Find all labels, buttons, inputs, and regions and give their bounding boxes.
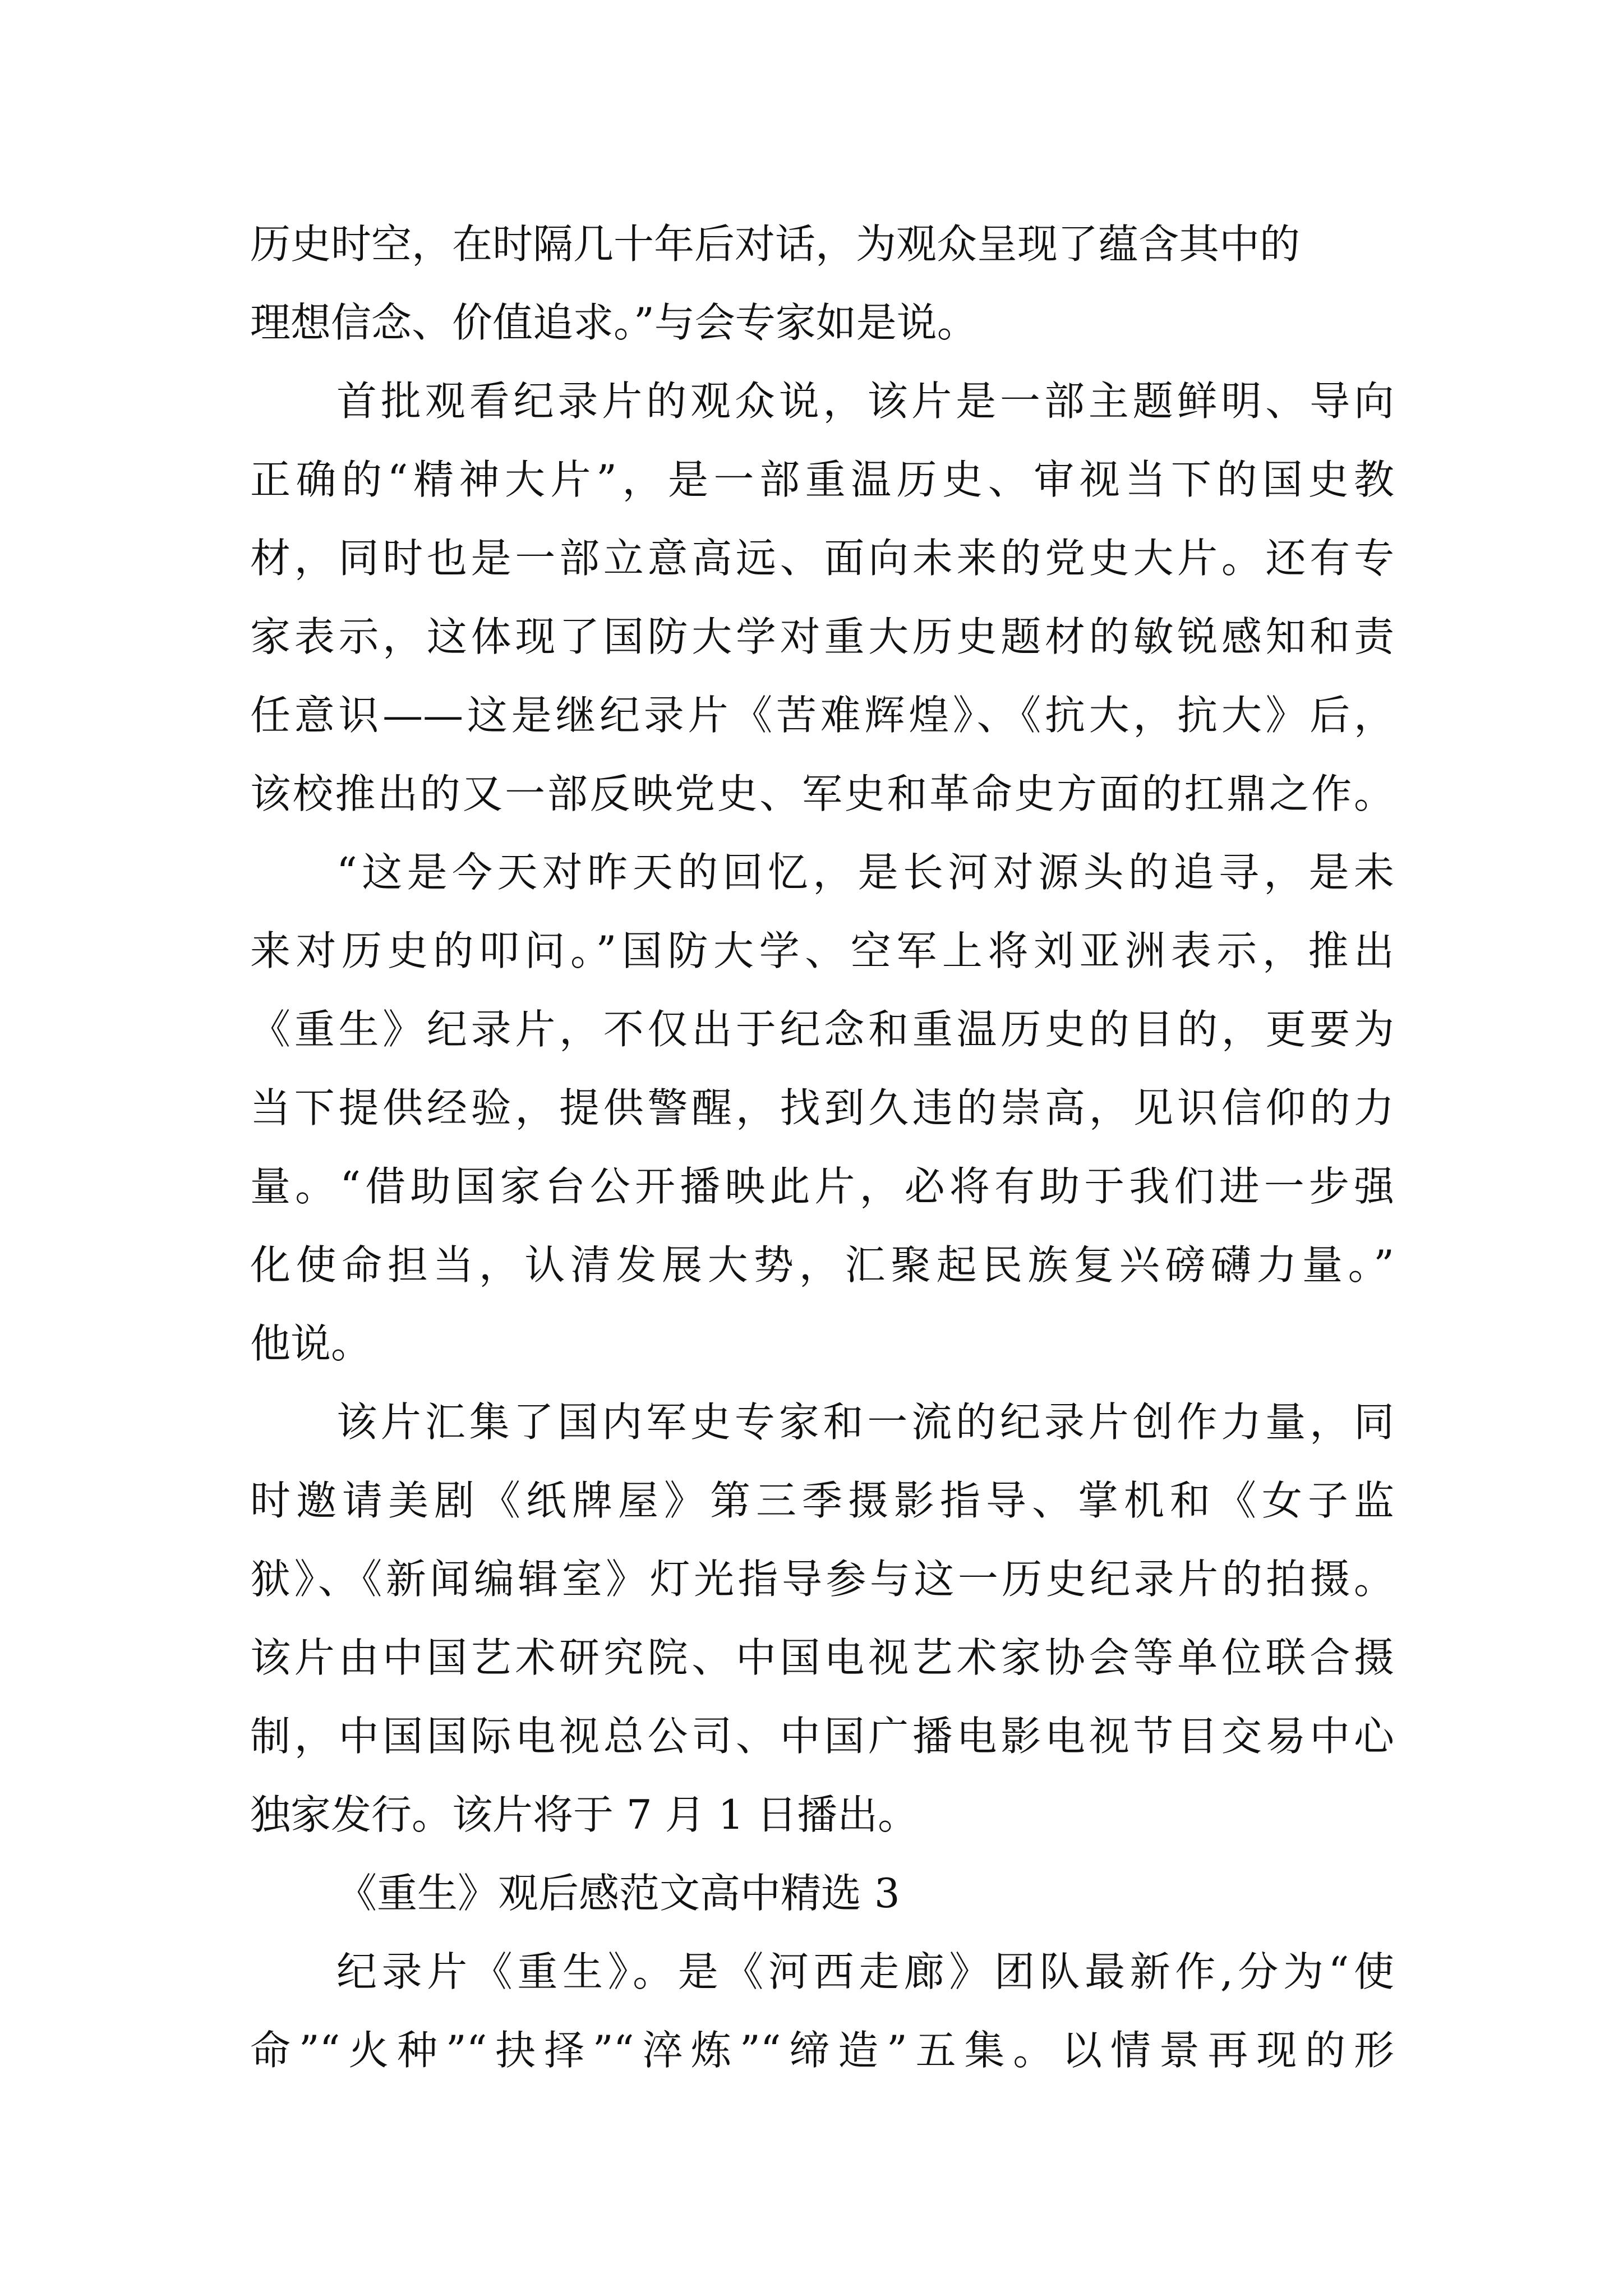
text-line: 正确的“精神大片”，是一部重温历史、审视当下的国史教 (250, 456, 1394, 503)
text-line: 量。“借助国家台公开播映此片，必将有助于我们进一步强 (250, 1163, 1394, 1210)
text-line: 当下提供经验，提供警醒，找到久违的崇高，见识信仰的力 (250, 1084, 1394, 1131)
text-line: 理想信念、价值追求。”与会专家如是说。 (250, 299, 978, 346)
text-line: 狱》、《新闻编辑室》灯光指导参与这一历史纪录片的拍摄。 (250, 1556, 1394, 1603)
text-line: 来对历史的叩问。”国防大学、空军上将刘亚洲表示，推出 (250, 927, 1394, 974)
text-line: 时邀请美剧《纸牌屋》第三季摄影指导、掌机和《女子监 (250, 1477, 1394, 1524)
paragraph-start-line: 首批观看纪录片的观众说，该片是一部主题鲜明、导向 (336, 378, 1394, 425)
section-heading: 《重生》观后感范文高中精选 3 (336, 1870, 900, 1917)
text-line: 该校推出的又一部反映党史、军史和革命史方面的扛鼎之作。 (250, 770, 1394, 817)
text-line: 化使命担当，认清发展大势，汇聚起民族复兴磅礴力量。” (250, 1241, 1394, 1289)
text-line: 命”“火种”“抉择”“淬炼”“缔造”五集。以情景再现的形 (250, 2027, 1394, 2074)
paragraph-start-line: 该片汇集了国内军史专家和一流的纪录片创作力量，同 (336, 1398, 1394, 1446)
text-line: 材，同时也是一部立意高远、面向未来的党史大片。还有专 (250, 535, 1394, 582)
paragraph-start-line: 纪录片《重生》。是《河西走廊》团队最新作,分为“使 (336, 1948, 1394, 1995)
text-line: 他说。 (250, 1320, 372, 1367)
text-line: 独家发行。该片将于 7 月 1 日播出。 (250, 1791, 919, 1838)
text-line: 《重生》纪录片，不仅出于纪念和重温历史的目的，更要为 (250, 1006, 1394, 1053)
text-line: 家表示，这体现了国防大学对重大历史题材的敏锐感知和责 (250, 613, 1394, 660)
paragraph-start-line: “这是今天对昨天的回忆，是长河对源头的追寻，是未 (336, 849, 1394, 896)
text-line: 制，中国国际电视总公司、中国广播电影电视节目交易中心 (250, 1713, 1394, 1760)
text-line: 该片由中国艺术研究院、中国电视艺术家协会等单位联合摄 (250, 1634, 1394, 1681)
text-line: 历史时空，在时隔几十年后对话，为观众呈现了蕴含其中的 (250, 220, 1301, 268)
text-line: 任意识——这是继纪录片《苦难辉煌》、《抗大，抗大》后， (250, 692, 1394, 739)
